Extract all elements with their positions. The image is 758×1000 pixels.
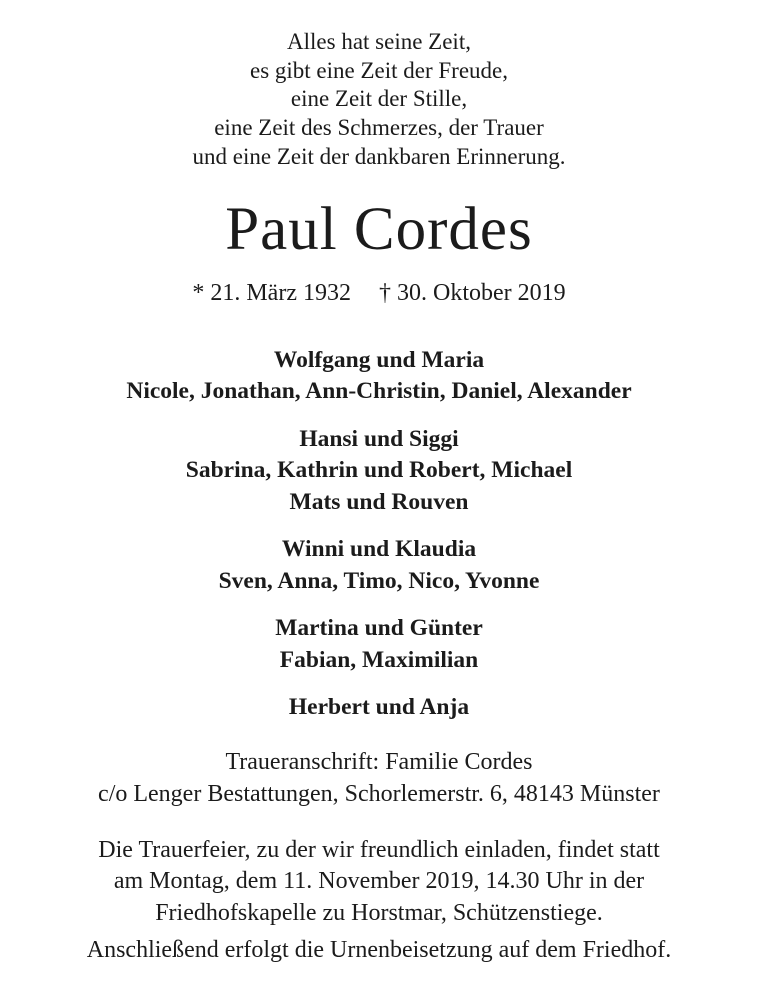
mourners-list: [0, 345, 758, 724]
family-group: [0, 613, 758, 676]
funeral-service-line: Die Trauerfeier, zu der wir freundlich einladen, findet statt: [98, 836, 660, 863]
family-group: [0, 345, 758, 408]
deceased-name: Paul Cordes: [225, 195, 533, 263]
death-date: † 30. Oktober 2019: [378, 279, 566, 306]
funeral-service-info: [0, 835, 758, 930]
family-group-line: Sven, Anna, Timo, Nico, Yvonne: [218, 567, 540, 594]
family-group: [0, 424, 758, 519]
condolence-address-line: c/o Lenger Bestattungen, Schorlemerstr. 6, 48143 Münster: [98, 780, 660, 807]
funeral-service-line: am Montag, dem 11. November 2019, 14.30 Uhr in der: [113, 868, 645, 895]
funeral-service-line: Friedhofskapelle zu Horstmar, Schützenstiege.: [155, 899, 603, 926]
poem-line: und eine Zeit der dankbaren Erinnerung.: [192, 143, 566, 169]
poem-line: Alles hat seine Zeit,: [287, 29, 471, 54]
family-group-line: Herbert und Anja: [288, 694, 470, 721]
poem-line: eine Zeit der Stille,: [290, 86, 468, 112]
life-dates: [0, 278, 758, 308]
opening-poem: [0, 28, 758, 172]
burial-info: Anschließend erfolgt die Urnenbeisetzung auf dem Friedhof.: [86, 937, 672, 964]
family-group-line: Wolfgang und Maria: [273, 346, 485, 373]
family-group-line: Nicole, Jonathan, Ann-Christin, Daniel, Alexander: [126, 378, 632, 405]
family-group-line: Martina und Günter: [275, 615, 483, 642]
poem-line: es gibt eine Zeit der Freude,: [249, 57, 509, 83]
condolence-address: [0, 746, 758, 810]
birth-date: * 21. März 1932: [192, 279, 351, 306]
family-group-line: Mats und Rouven: [289, 488, 469, 515]
family-group: [0, 534, 758, 597]
family-group-line: Sabrina, Kathrin und Robert, Michael: [185, 457, 573, 484]
family-group-line: Winni und Klaudia: [281, 536, 477, 563]
family-group: [0, 692, 758, 724]
family-group-line: Hansi und Siggi: [299, 425, 459, 452]
condolence-address-line: Traueranschrift: Familie Cordes: [225, 748, 533, 775]
poem-line: eine Zeit des Schmerzes, der Trauer: [214, 115, 544, 141]
family-group-line: Fabian, Maximilian: [279, 646, 479, 673]
